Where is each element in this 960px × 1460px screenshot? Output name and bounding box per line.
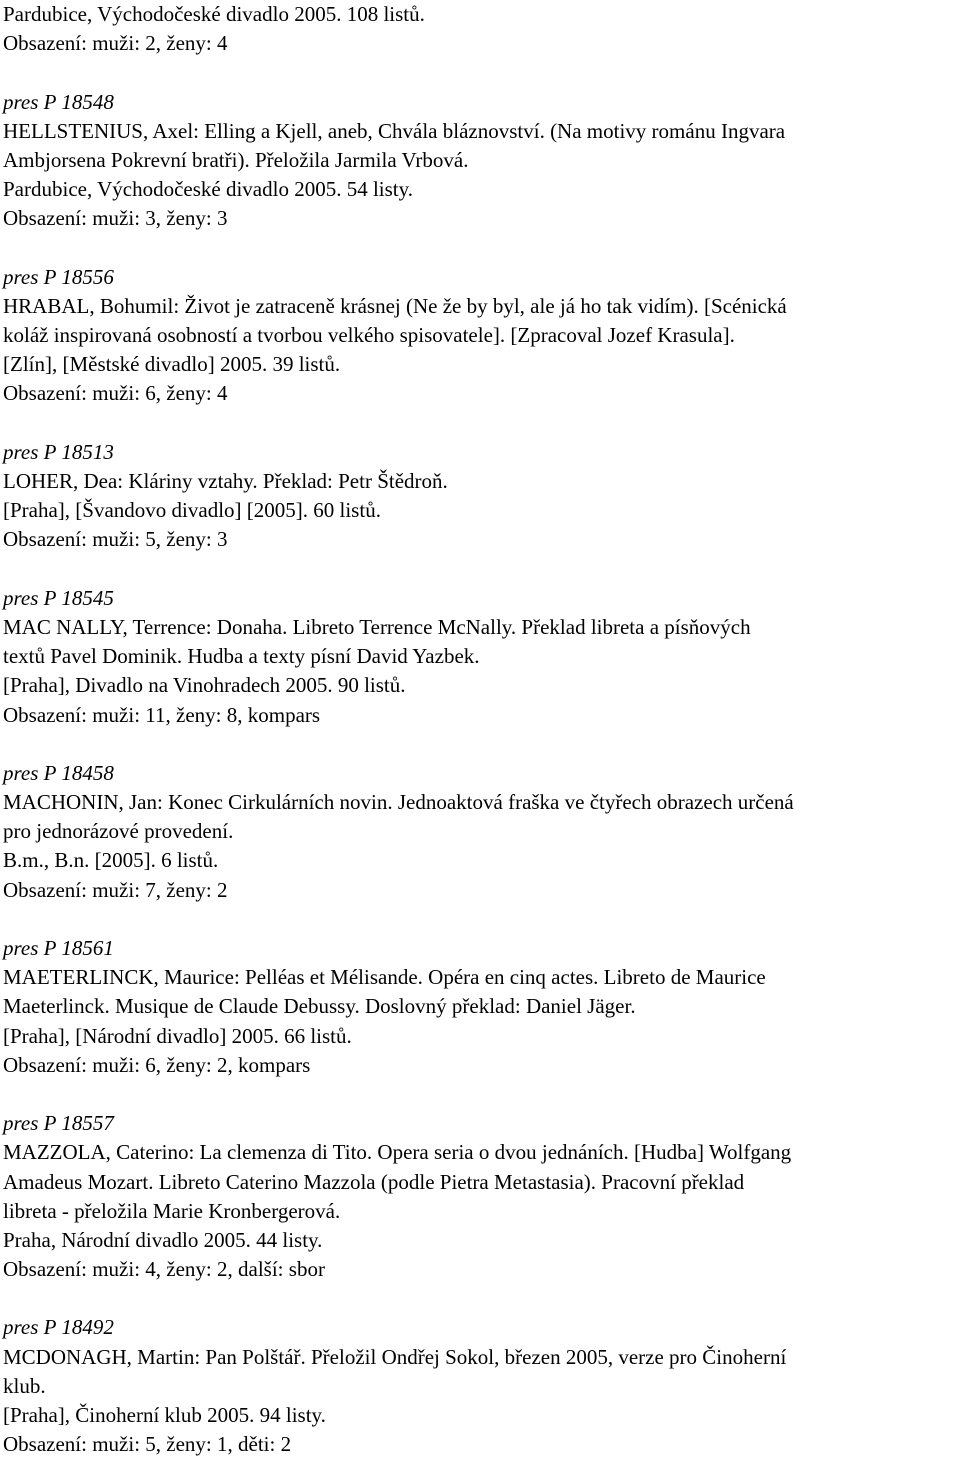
entry-description: koláž inspirovaná osobností a tvorbou velkého spisovatele]. [Zpracoval Jozef Krasula]. [3, 323, 735, 348]
entry-description: Maeterlinck. Musique de Claude Debussy. Doslovný překlad: Daniel Jäger. [3, 994, 636, 1019]
entry-publication: [Zlín], [Městské divadlo] 2005. 39 listů. [3, 352, 341, 377]
entry-description: MACHONIN, Jan: Konec Cirkulárních novin. Jednoaktová fraška ve čtyřech obrazech určená [3, 790, 794, 815]
entry-cast: Obsazení: muži: 5, ženy: 1, děti: 2 [3, 1432, 292, 1457]
entry-signature: pres P 18561 [3, 936, 114, 960]
catalog-entry [3, 438, 958, 555]
entry-description: pro jednorázové provedení. [3, 819, 234, 844]
catalog-entry [3, 759, 958, 905]
entry-publication: Praha, Národní divadlo 2005. 44 listy. [3, 1227, 323, 1252]
entry-publication: Pardubice, Východočeské divadlo 2005. 54 listy. [3, 177, 414, 202]
entry-publication: [Praha], [Národní divadlo] 2005. 66 listů. [3, 1023, 352, 1048]
catalog-entry [3, 88, 958, 234]
entry-description: LOHER, Dea: Kláriny vztahy. Překlad: Petr Štědroň. [3, 469, 448, 493]
entry-description: HELLSTENIUS, Axel: Elling a Kjell, aneb, Chvála bláznovství. (Na motivy románu Ingvara [3, 118, 786, 143]
catalog-entry [3, 934, 958, 1080]
entry-signature: pres P 18557 [3, 1111, 114, 1136]
entry-cast: Obsazení: muži: 6, ženy: 2, kompars [3, 1052, 311, 1077]
entry-description: MAETERLINCK, Maurice: Pelléas et Mélisande. Opéra en cinq actes. Libreto de Maurice [3, 965, 766, 990]
entry-description: textů Pavel Dominik. Hudba a texty písní David Yazbek. [3, 644, 480, 669]
entry-cast: Obsazení: muži: 3, ženy: 3 [3, 206, 228, 231]
entry-cast: Obsazení: muži: 5, ženy: 3 [3, 527, 228, 552]
entry-description: Amadeus Mozart. Libreto Caterino Mazzola (podle Pietra Metastasia). Pracovní překlad [3, 1169, 745, 1194]
entry-description: klub. [3, 1373, 46, 1398]
entry-publication: [Praha], Činoherní klub 2005. 94 listy. [3, 1403, 326, 1427]
entry-cast: Obsazení: muži: 7, ženy: 2 [3, 877, 228, 902]
entry-publication: Pardubice, Východočeské divadlo 2005. 108 listů. [3, 2, 425, 26]
entry-signature: pres P 18513 [3, 439, 114, 464]
catalog-page [3, 0, 958, 1459]
entry-description: Ambjorsena Pokrevní bratři). Přeložila Jarmila Vrbová. [3, 147, 469, 172]
entry-description: MAC NALLY, Terrence: Donaha. Libreto Terrence McNally. Překlad libreta a písňových [3, 614, 751, 639]
entry-signature: pres P 18556 [3, 264, 114, 289]
entry-publication: B.m., B.n. [2005]. 6 listů. [3, 848, 219, 873]
catalog-entry [3, 584, 958, 730]
catalog-entry [3, 1109, 958, 1284]
entry-publication: [Praha], [Švandovo divadlo] [2005]. 60 listů. [3, 498, 381, 523]
entry-description: MCDONAGH, Martin: Pan Polštář. Přeložil Ondřej Sokol, březen 2005, verze pro Činoherní [3, 1344, 787, 1369]
entry-cast: Obsazení: muži: 6, ženy: 4 [3, 381, 228, 406]
entry-signature: pres P 18458 [3, 760, 114, 785]
catalog-entry [3, 263, 958, 409]
entry-publication: [Praha], Divadlo na Vinohradech 2005. 90 listů. [3, 673, 406, 698]
catalog-entry [3, 1313, 958, 1459]
entry-signature: pres P 18545 [3, 585, 114, 610]
entry-cast: Obsazení: muži: 11, ženy: 8, kompars [3, 702, 321, 727]
entry-signature: pres P 18492 [3, 1315, 114, 1340]
entry-description: libreta - přeložila Marie Kronbergerová. [3, 1198, 341, 1223]
entry-signature: pres P 18548 [3, 89, 114, 114]
entry-cast: Obsazení: muži: 4, ženy: 2, další: sbor [3, 1257, 325, 1282]
entry-description: MAZZOLA, Caterino: La clemenza di Tito. Opera seria o dvou jednáních. [Hudba] Wolfgang [3, 1140, 792, 1165]
lead-entry-tail [3, 0, 958, 58]
entry-description: HRABAL, Bohumil: Život je zatraceně krásnej (Ne že by byl, ale já ho tak vidím). [Scénická [3, 293, 787, 318]
entry-cast: Obsazení: muži: 2, ženy: 4 [3, 31, 228, 56]
